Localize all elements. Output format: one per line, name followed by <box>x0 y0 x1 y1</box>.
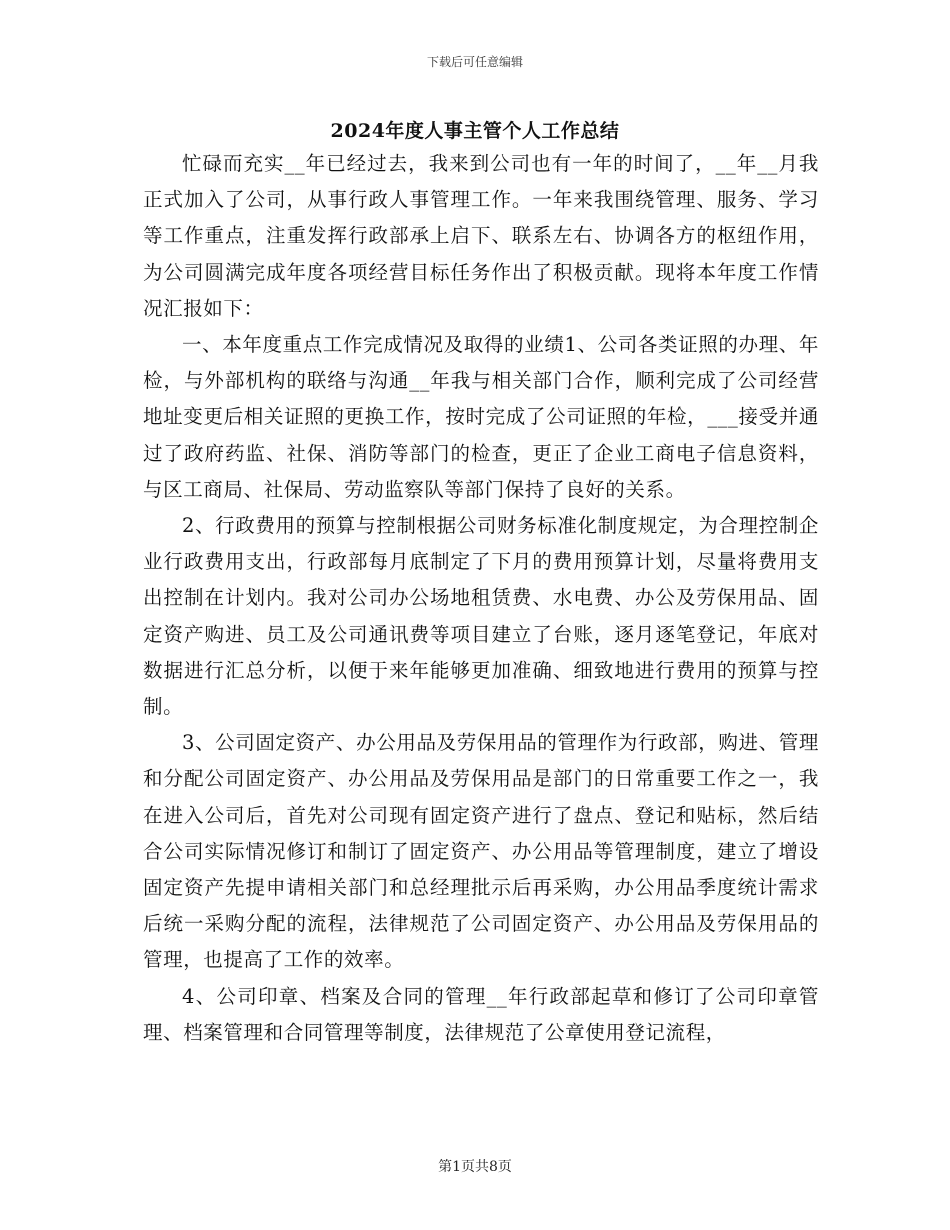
document-title: 2024年度人事主管个人工作总结 <box>330 120 620 142</box>
paragraph-section-3: 3、公司固定资产、办公用品及劳保用品的管理作为行政部，购进、管理和分配公司固定资产、办公用品及劳保用品是部门的日常重要工作之一，我在进入公司后，首先对公司现有固定资产进行了盘点、登记和贴标，然后结合公司实际情况修订和制订了固定资产、办公用品等管理制度，建立了增设固定资产先提申请相关部门和总经理批示后再采购，办公用品季度统计需求后统一采购分配的流程，法律规范了公司固定资产、办公用品及劳保用品的管理，也提高了工作的效率。 <box>143 731 819 972</box>
header-note: 下载后可任意编辑 <box>426 55 523 69</box>
document-body <box>143 146 819 1051</box>
page-number: 第1页共8页 <box>438 1159 512 1175</box>
paragraph-section-2: 2、行政费用的预算与控制根据公司财务标准化制度规定，为合理控制企业行政费用支出，行政部每月底制定了下月的费用预算计划，尽量将费用支出控制在计划内。我对公司办公场地租赁费、水电费、办公及劳保用品、固定资产购进、员工及公司通讯费等项目建立了台账，逐月逐笔登记，年底对数据进行汇总分析，以便于来年能够更加准确、细致地进行费用的预算与控制。 <box>143 514 819 719</box>
paragraph-intro: 忙碌而充实__年已经过去，我来到公司也有一年的时间了，__年__月我正式加入了公司，从事行政人事管理工作。一年来我围绕管理、服务、学习等工作重点，注重发挥行政部承上启下、联系左右、协调各方的枢纽作用，为公司圆满完成年度各项经营目标任务作出了积极贡献。现将本年度工作情况汇报如下： <box>143 152 819 320</box>
paragraph-section-1: 一、本年度重点工作完成情况及取得的业绩1、公司各类证照的办理、年检，与外部机构的联络与沟通__年我与相关部门合作，顺利完成了公司经营地址变更后相关证照的更换工作，按时完成了公司证照的年检，___接受并通过了政府药监、社保、消防等部门的检查，更正了企业工商电子信息资料，与区工商局、社保局、劳动监察队等部门保持了良好的关系。 <box>143 333 819 501</box>
paragraph-section-4: 4、公司印章、档案及合同的管理__年行政部起草和修订了公司印章管理、档案管理和合同管理等制度，法律规范了公章使用登记流程， <box>143 984 819 1044</box>
